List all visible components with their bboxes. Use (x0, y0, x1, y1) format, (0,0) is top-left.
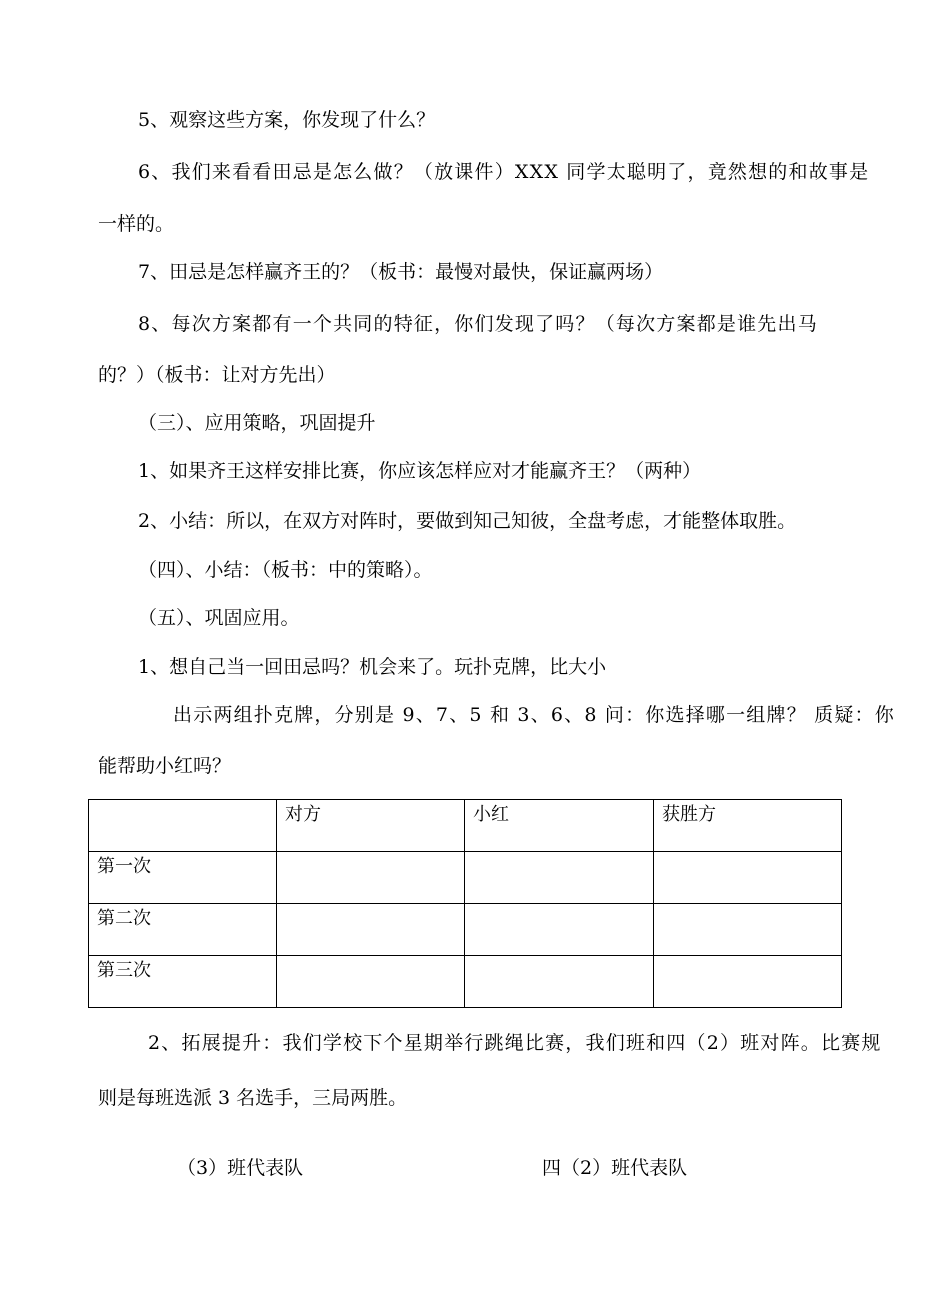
table-header-cell: 获胜方 (654, 800, 842, 852)
table-row (89, 956, 842, 1008)
table-header-cell: 小红 (465, 800, 654, 852)
table-header-cell: 对方 (277, 800, 465, 852)
table-row-label: 第三次 (89, 956, 277, 1008)
question-7: 7、田忌是怎样赢齐王的？（板书：最慢对最快，保证赢两场） (138, 261, 664, 283)
extension-line-2: 则是每班选派 3 名选手，三局两胜。 (98, 1087, 408, 1109)
table-cell (654, 904, 842, 956)
question-5: 5、观察这些方案，你发现了什么？ (138, 109, 436, 131)
section-3-question-2: 2、小结：所以，在双方对阵时，要做到知己知彼，全盘考虑，才能整体取胜。 (138, 510, 797, 532)
team-label-left: （3）班代表队 (177, 1157, 304, 1179)
card-comparison-table (88, 799, 842, 1008)
extension-line-1: 2、拓展提升：我们学校下个星期举行跳绳比赛，我们班和四（2）班对阵。比赛规 (148, 1032, 882, 1054)
section-5-question-1: 1、想自己当一回田忌吗？机会来了。玩扑克牌，比大小 (138, 656, 607, 678)
question-8-line-1: 8、每次方案都有一个共同的特征，你们发现了吗？（每次方案都是谁先出马 (138, 313, 818, 335)
table-row (89, 852, 842, 904)
section-3-heading: （三）、应用策略，巩固提升 (138, 412, 376, 434)
section-3-question-1: 1、如果齐王这样安排比赛，你应该怎样应对才能赢齐王？（两种） (138, 460, 702, 482)
table-cell (654, 956, 842, 1008)
question-6-line-1: 6、我们来看看田忌是怎么做？（放课件）XXX 同学太聪明了，竟然想的和故事是 (138, 161, 870, 183)
table-header-cell (89, 800, 277, 852)
table-cell (277, 852, 465, 904)
cards-text-line-1: 出示两组扑克牌，分别是 9、7、5 和 3、6、8 问：你选择哪一组牌？ 质疑：你 (173, 704, 895, 726)
table-cell (654, 852, 842, 904)
cards-text-line-2: 能帮助小红吗？ (98, 755, 232, 777)
table-cell (465, 852, 654, 904)
table-row-label: 第二次 (89, 904, 277, 956)
table-row-label: 第一次 (89, 852, 277, 904)
table-cell (277, 904, 465, 956)
table-cell (465, 904, 654, 956)
team-label-right: 四（2）班代表队 (542, 1157, 688, 1179)
section-4-heading: （四）、小结：（板书：中的策略）。 (138, 559, 433, 581)
table-row (89, 904, 842, 956)
table-cell (465, 956, 654, 1008)
table-cell (277, 956, 465, 1008)
table-header-row (89, 800, 842, 852)
section-5-heading: （五）、巩固应用。 (138, 607, 300, 629)
question-6-line-2: 一样的。 (98, 213, 175, 235)
question-8-line-2: 的？）（板书：让对方先出） (98, 364, 336, 386)
